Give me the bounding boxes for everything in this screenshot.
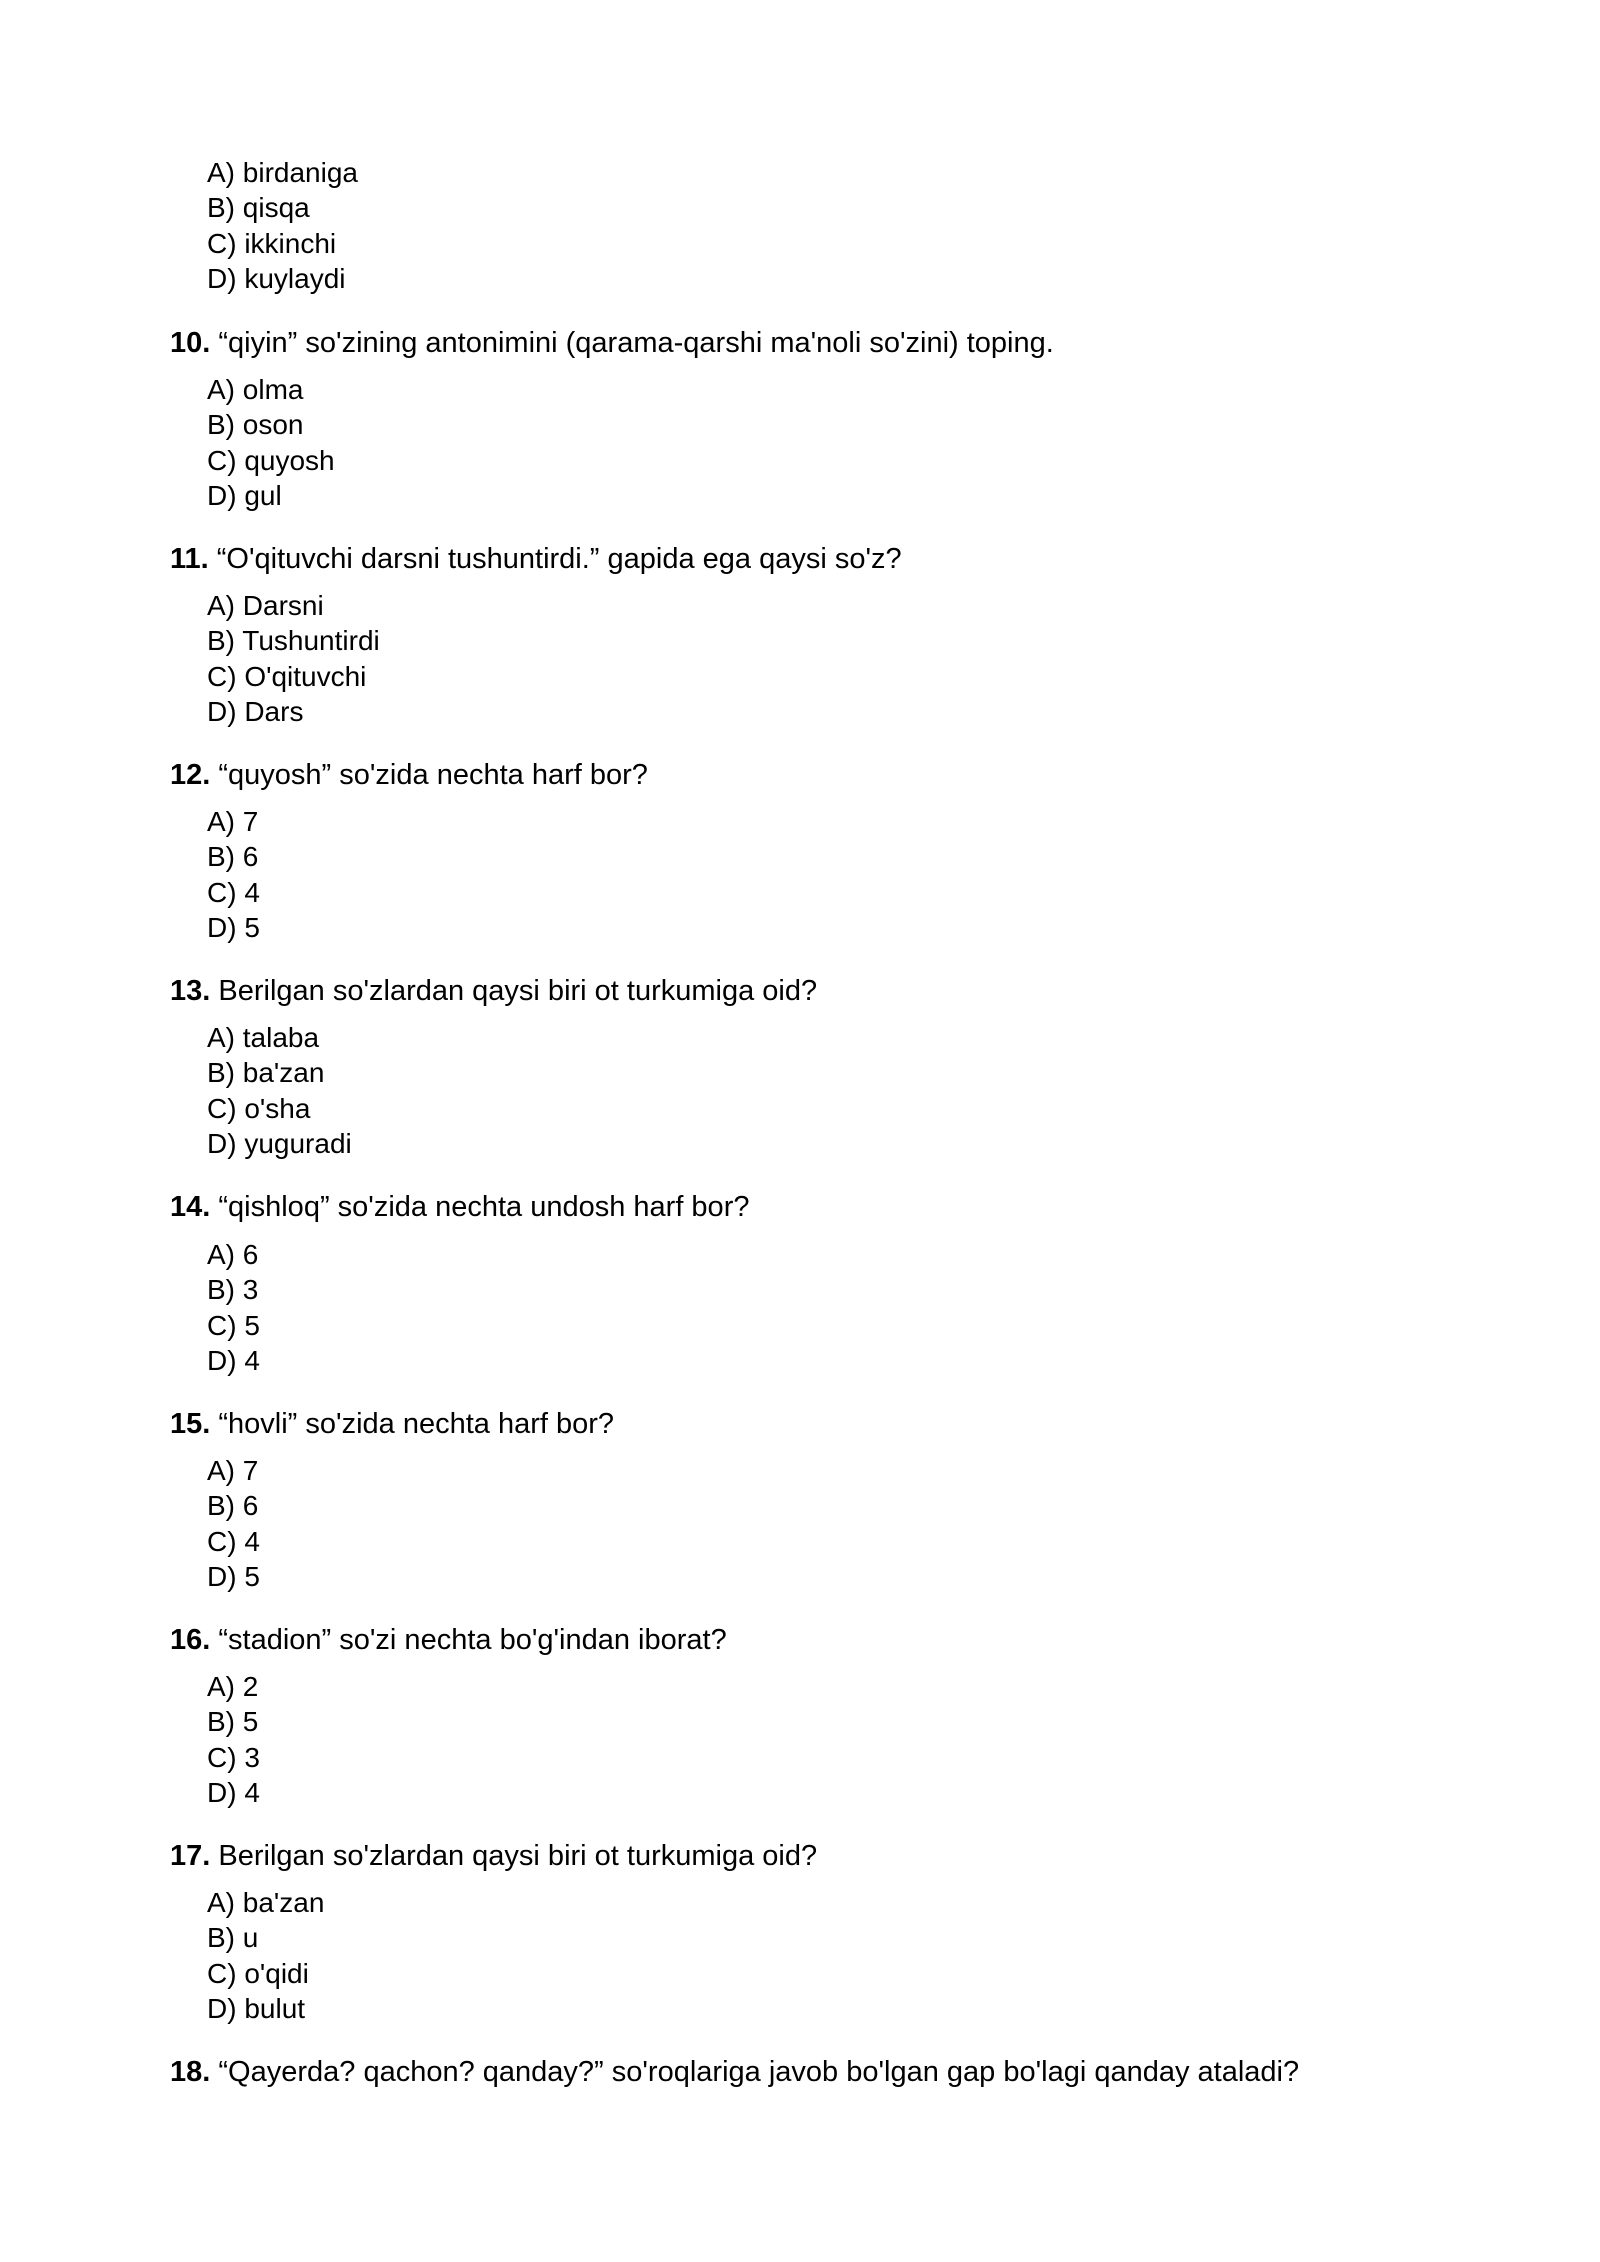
question-18	[170, 2054, 1299, 2090]
question-11	[170, 541, 902, 577]
option: C) ikkinchi	[207, 227, 337, 259]
option: D) 5	[207, 1560, 260, 1592]
option-list	[207, 1237, 260, 1378]
option-list	[207, 1020, 352, 1161]
option-list	[207, 1885, 324, 2026]
question-text: “quyosh” so'zida nechta harf bor?	[210, 759, 648, 791]
option: D) gul	[207, 479, 282, 511]
question-12	[170, 757, 648, 793]
question-17	[170, 1838, 817, 1874]
option: A) birdaniga	[207, 157, 358, 188]
question-16	[170, 1622, 727, 1658]
option: A) talaba	[207, 1022, 320, 1053]
question-number: 18.	[170, 2056, 211, 2088]
question-number: 14.	[170, 1191, 211, 1223]
option: A) 7	[207, 1455, 259, 1486]
option: C) 3	[207, 1741, 260, 1773]
question-text: “O'qituvchi darsni tushuntirdi.” gapida ega qaysi so'z?	[208, 543, 902, 575]
question-text: “qiyin” so'zining antonimini (qarama-qarshi ma'noli so'zini) toping.	[210, 327, 1054, 359]
question-text: Berilgan so'zlardan qaysi biri ot turkumiga oid?	[210, 975, 818, 1007]
option: D) 4	[207, 1776, 260, 1808]
option: B) 3	[207, 1274, 259, 1306]
option: A) olma	[207, 374, 304, 405]
question-number: 12.	[170, 759, 211, 791]
question-14	[170, 1189, 749, 1225]
option: B) ba'zan	[207, 1057, 325, 1089]
question-text: “Qayerda? qachon? qanday?” so'roqlariga javob bo'lgan gap bo'lagi qanday ataladi?	[210, 2056, 1300, 2088]
option: B) u	[207, 1922, 259, 1954]
option: B) 6	[207, 1490, 259, 1522]
option: B) oson	[207, 409, 304, 441]
option: C) o'sha	[207, 1092, 311, 1124]
option: B) 5	[207, 1706, 259, 1738]
option: B) Tushuntirdi	[207, 625, 380, 657]
option: A) 6	[207, 1239, 259, 1270]
question-text: “hovli” so'zida nechta harf bor?	[210, 1408, 615, 1440]
option: D) yuguradi	[207, 1127, 352, 1159]
option: A) ba'zan	[207, 1887, 325, 1918]
option-list	[207, 588, 380, 729]
option: B) qisqa	[207, 192, 310, 224]
option-list	[207, 804, 260, 945]
option: D) 4	[207, 1344, 260, 1376]
question-text: “stadion” so'zi nechta bo'g'indan iborat?	[210, 1624, 727, 1656]
option: C) 5	[207, 1309, 260, 1341]
option-list	[207, 1669, 260, 1810]
question-number: 11.	[170, 543, 209, 575]
option: C) 4	[207, 876, 260, 908]
question-13	[170, 973, 817, 1009]
question-number: 16.	[170, 1624, 211, 1656]
question-number: 13.	[170, 975, 211, 1007]
option: C) O'qituvchi	[207, 660, 367, 692]
option: A) 7	[207, 806, 259, 837]
question-number: 15.	[170, 1408, 211, 1440]
option-list	[207, 155, 358, 296]
option: A) Darsni	[207, 590, 324, 621]
option-list	[207, 1453, 260, 1594]
option: C) o'qidi	[207, 1957, 309, 1989]
option: D) Dars	[207, 695, 304, 727]
option: A) 2	[207, 1671, 259, 1702]
question-15	[170, 1406, 614, 1442]
option-list	[207, 372, 335, 513]
question-number: 10.	[170, 327, 211, 359]
option: D) kuylaydi	[207, 262, 346, 294]
question-text: “qishloq” so'zida nechta undosh harf bor?	[210, 1191, 750, 1223]
option: D) bulut	[207, 1992, 306, 2024]
option: C) quyosh	[207, 444, 335, 476]
question-10	[170, 325, 1054, 361]
option: B) 6	[207, 841, 259, 873]
option: C) 4	[207, 1525, 260, 1557]
option: D) 5	[207, 911, 260, 943]
question-text: Berilgan so'zlardan qaysi biri ot turkumiga oid?	[210, 1840, 818, 1872]
question-number: 17.	[170, 1840, 211, 1872]
